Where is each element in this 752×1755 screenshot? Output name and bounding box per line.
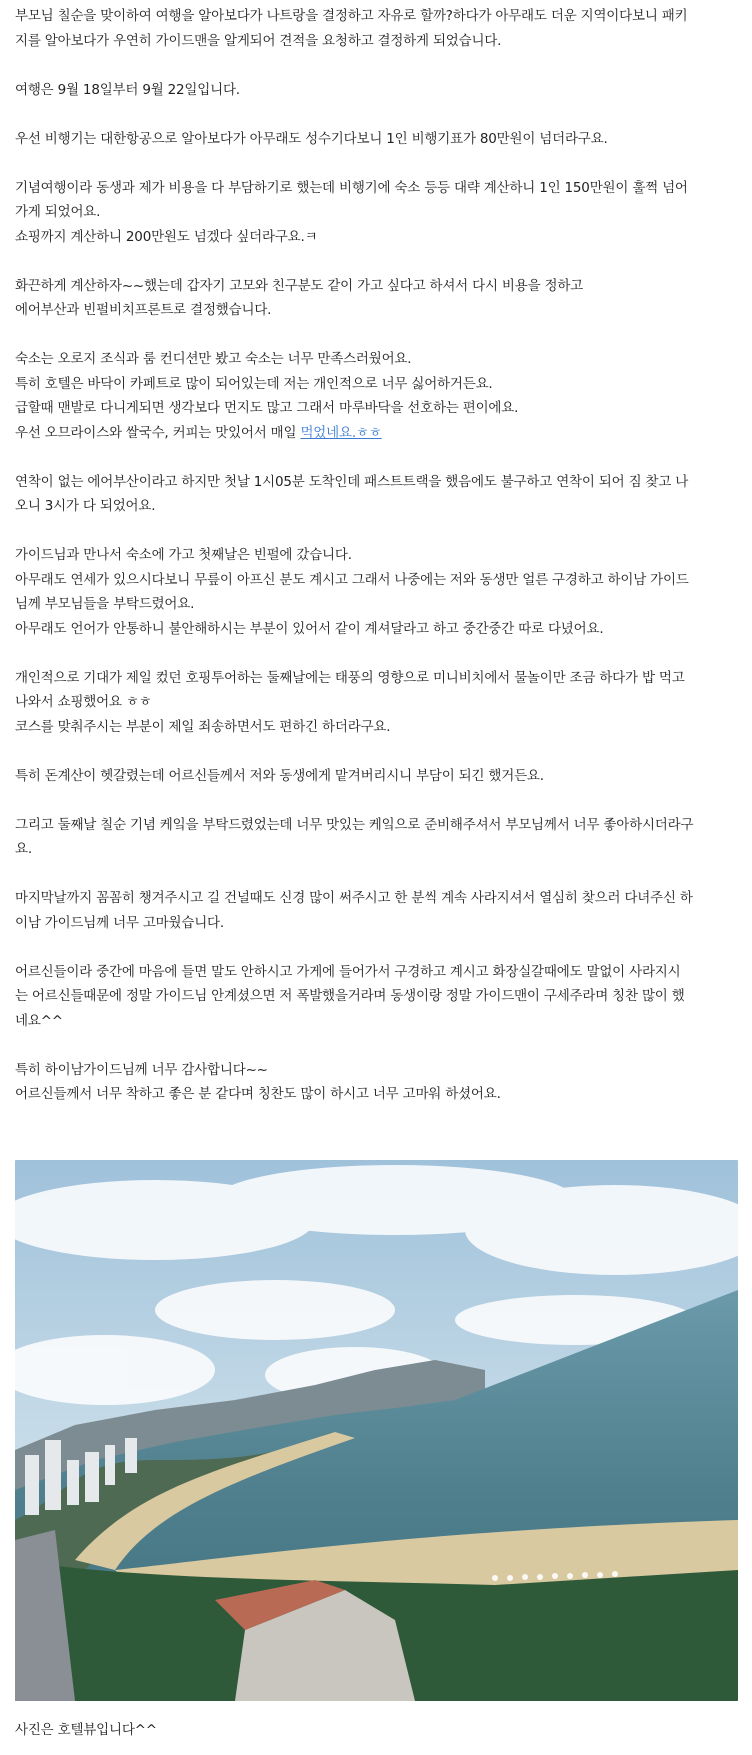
text-line: 님께 부모님들을 부탁드렸어요. [15, 596, 195, 612]
paragraph [15, 764, 739, 789]
text-line: 연착이 없는 에어부산이라고 하지만 첫날 1시05분 도착인데 패스트트랙을 했음에도 불구하고 연착이 되어 짐 찾고 나 [15, 473, 689, 490]
text-line: 어르신들께서 너무 착하고 좋은 분 같다며 칭찬도 많이 하시고 너무 고마워 하셨어요. [15, 1086, 501, 1102]
inline-link[interactable]: 먹었네요.ㅎㅎ [300, 424, 382, 441]
paragraph [15, 127, 739, 152]
text-line: 쇼핑까지 계산하니 200만원도 넘겠다 싶더라구요.ㅋ [15, 228, 318, 245]
paragraph [15, 4, 739, 53]
text-line: 요. [15, 841, 32, 857]
text-line: 화끈하게 계산하자~~했는데 갑자기 고모와 친구분도 같이 가고 싶다고 하셔서 다시 비용을 정하고 [15, 277, 584, 294]
text-line: 는 어르신들때문에 정말 가이드님 안계셨으면 저 폭발했을거라며 동생이랑 정말 가이드맨이 구세주라며 칭찬 많이 했 [15, 988, 685, 1004]
text-line: 아무래도 언어가 안통하니 불안해하시는 부분이 있어서 같이 계셔달라고 하고 중간중간 따로 다녔어요. [15, 620, 604, 637]
paragraph [15, 813, 739, 862]
text-line: 그리고 둘째날 칠순 기념 케잌을 부탁드렸었는데 너무 맛있는 케잌으로 준비해주셔서 부모님께서 너무 좋아하시더라구 [15, 816, 694, 833]
text-line: 특히 돈계산이 헷갈렸는데 어르신들께서 저와 동생에게 맡겨버리시니 부담이 되긴 했거든요. [15, 767, 544, 784]
text-line: 여행은 9월 18일부터 9월 22일입니다. [15, 81, 240, 98]
paragraph [15, 274, 739, 323]
text-line: 에어부산과 빈펄비치프론트로 결정했습니다. [15, 302, 272, 318]
text-line: 지를 알아보다가 우연히 가이드맨을 알게되어 견적을 요청하고 결정하게 되었습니다. [15, 32, 502, 49]
text-line: 급할때 맨발로 다니게되면 생각보다 먼지도 많고 그래서 마루바닥을 선호하는 편이에요. [15, 400, 519, 416]
paragraph [15, 176, 739, 250]
text-line: 특히 하이남가이드님께 너무 감사합니다~~ [15, 1061, 268, 1078]
text-segment: 우선 오므라이스와 쌀국수, 커피는 맛있어서 매일 [15, 424, 301, 441]
paragraph [15, 666, 739, 740]
text-line: 오니 3시가 다 되었어요. [15, 498, 156, 514]
text-line: 코스를 맞춰주시는 부분이 제일 죄송하면서도 편하긴 하더라구요. [15, 718, 391, 735]
paragraph [15, 1058, 739, 1107]
text-line: 네요^^ [15, 1012, 63, 1029]
paragraph [15, 960, 739, 1034]
text-line: 기념여행이라 동생과 제가 비용을 다 부담하기로 했는데 비행기에 숙소 등등 대략 계산하니 1인 150만원이 훌쩍 넘어 [15, 179, 688, 196]
text-line: 어르신들이라 중간에 마음에 들면 말도 안하시고 가게에 들어가서 구경하고 계시고 화장실갈때에도 말없이 사라지시 [15, 963, 681, 980]
text-line: 우선 비행기는 대한항공으로 알아보다가 아무래도 성수기다보니 1인 비행기표가 80만원이 넘더라구요. [15, 130, 608, 147]
text-line: 개인적으로 기대가 제일 컸던 호핑투어하는 둘째날에는 태풍의 영향으로 미니비치에서 물놀이만 조금 하다가 밥 먹고 [15, 669, 685, 686]
hotel-view-photo [15, 1160, 738, 1701]
text-line: 특히 호텔은 바닥이 카페트로 많이 되어있는데 저는 개인적으로 너무 싫어하거든요. [15, 375, 493, 392]
text-line [15, 421, 739, 446]
photo-caption: 사진은 호텔뷰입니다^^ [15, 1722, 157, 1738]
text-line: 부모님 칠순을 맞이하여 여행을 알아보다가 나트랑을 결정하고 자유로 할까?하다가 아무래도 더운 지역이다보니 패키 [15, 8, 688, 24]
hotel-view-illustration [15, 1160, 738, 1701]
text-line: 숙소는 오로지 조식과 룸 컨디션만 봤고 숙소는 너무 만족스러웠어요. [15, 351, 412, 367]
paragraph [15, 78, 739, 103]
post-body [15, 4, 739, 1131]
paragraph [15, 543, 739, 641]
text-line: 가이드님과 만나서 숙소에 가고 첫째날은 빈펄에 갔습니다. [15, 547, 352, 563]
paragraph [15, 886, 739, 935]
text-line: 아무래도 연세가 있으시다보니 무릎이 아프신 분도 계시고 그래서 나중에는 저와 동생만 얼른 구경하고 하이남 가이드 [15, 571, 689, 588]
text-line: 이남 가이드님께 너무 고마웠습니다. [15, 914, 224, 931]
text-line: 나와서 쇼핑했어요 ㅎㅎ [15, 694, 152, 710]
paragraph [15, 347, 739, 445]
text-line: 마지막날까지 꼼꼼히 챙겨주시고 길 건널때도 신경 많이 써주시고 한 분씩 계속 사라지셔서 열심히 찾으러 다녀주신 하 [15, 890, 693, 906]
text-line: 가게 되었어요. [15, 204, 101, 220]
paragraph [15, 470, 739, 519]
